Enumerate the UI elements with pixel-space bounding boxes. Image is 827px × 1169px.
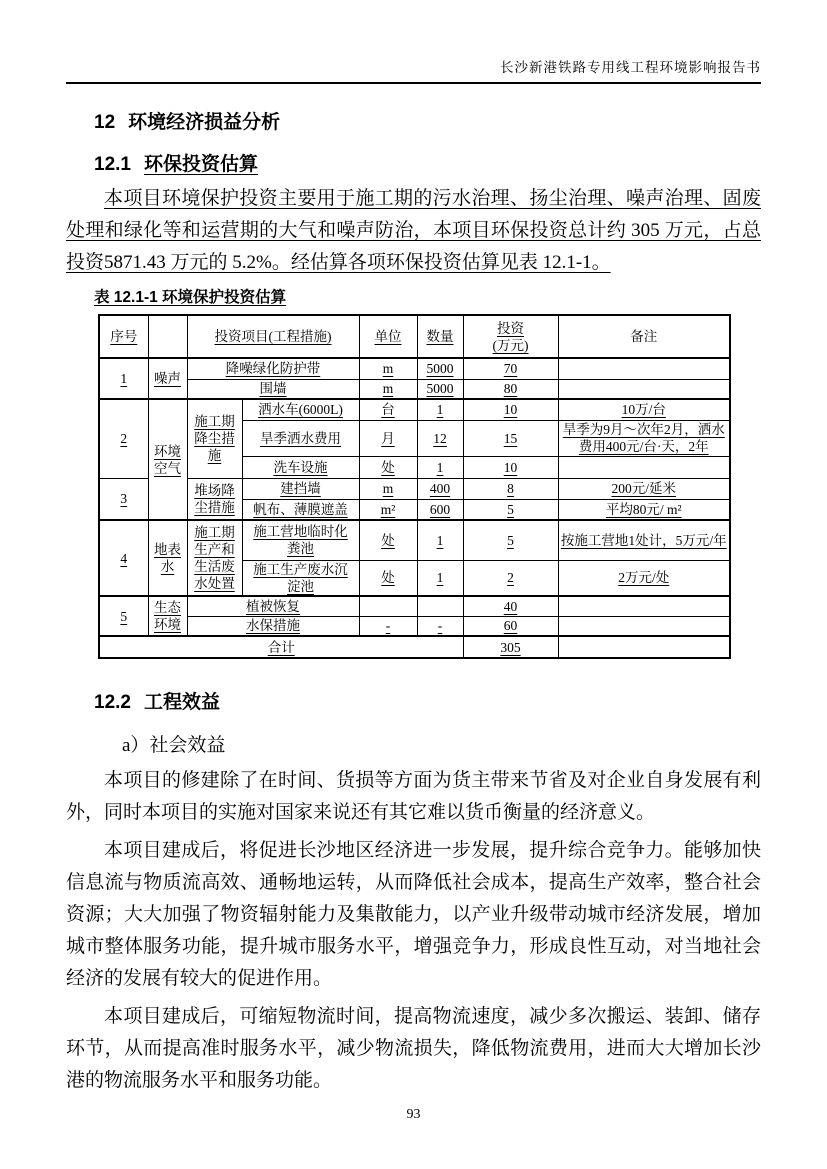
cell-subcategory: 堆场降尘措施 (187, 478, 242, 520)
table-row-3 (99, 399, 730, 420)
cell-item: 施工生产废水沉淀池 (242, 560, 359, 596)
col-header-qty: 数量 (417, 315, 463, 358)
paragraph-social-benefit-2: 本项目建成后，将促进长沙地区经济进一步发展，提升综合竞争力。能够加快信息流与物质流高效、通畅地运转，从而降低社会成本，提高生产效率，整合社会资源；大大加强了物资辐射能力及集散能力，以产业升级带动城市经济发展，增加城市整体服务功能，提升城市服务水平，增强竞争力，形成良性互动，对当地社会经济的发展有较大的促进作用。 (66, 840, 761, 989)
cell-no: 3 (99, 478, 148, 520)
section-12-number: 12 (94, 112, 116, 133)
doc-header (66, 56, 761, 84)
cell-investment: 15 (463, 420, 558, 456)
cell-unit: m (359, 379, 417, 399)
col-header-investment-line2: (万元) (492, 337, 529, 353)
cell-item: 洗车设施 (242, 456, 359, 478)
investment-table (98, 314, 731, 659)
cell-investment: 40 (463, 596, 558, 616)
table-title: 表 12.1-1 环境保护投资估算 (94, 289, 287, 306)
cell-total-investment: 305 (463, 636, 558, 658)
cell-category: 噪声 (148, 358, 187, 399)
cell-qty (417, 596, 463, 616)
cell-qty: 1 (417, 520, 463, 560)
cell-qty: 400 (417, 478, 463, 499)
cell-item: 降噪绿化防护带 (187, 358, 359, 379)
cell-remark (558, 596, 730, 616)
col-header-category (148, 315, 187, 358)
cell-unit: m² (359, 499, 417, 520)
cell-investment: 70 (463, 358, 558, 379)
cell-no: 5 (99, 596, 148, 636)
cell-remark: 10万/台 (558, 399, 730, 420)
doc-header-title: 长沙新港铁路专用线工程环境影响报告书 (500, 60, 761, 75)
cell-category: 环境空气 (148, 399, 187, 520)
page-number: 93 (406, 1107, 421, 1122)
cell-remark (558, 616, 730, 636)
table-row-11 (99, 616, 730, 636)
table-row-8 (99, 520, 730, 560)
col-header-unit: 单位 (359, 315, 417, 358)
cell-qty: 5000 (417, 379, 463, 399)
section-12-title: 环境经济损益分析 (128, 112, 281, 133)
cell-investment: 10 (463, 456, 558, 478)
section-12-1-title: 环保投资估算 (143, 154, 258, 175)
section-heading-12-1 (94, 149, 761, 176)
section-12-2-number: 12.2 (94, 692, 131, 713)
cell-qty: 1 (417, 456, 463, 478)
cell-remark (558, 379, 730, 399)
cell-remark (558, 358, 730, 379)
section-heading-12 (94, 107, 761, 134)
cell-item: 植被恢复 (187, 596, 359, 616)
cell-remark: 按施工营地1处计，5万元/年 (558, 520, 730, 560)
cell-remark (558, 456, 730, 478)
cell-unit: 台 (359, 399, 417, 420)
col-header-investment-line1: 投资 (497, 320, 524, 336)
table-row-2 (99, 379, 730, 399)
cell-item: 洒水车(6000L) (242, 399, 359, 420)
cell-remark: 200元/延米 (558, 478, 730, 499)
section-12-2-title: 工程效益 (143, 692, 220, 713)
cell-unit: m (359, 478, 417, 499)
cell-qty: 12 (417, 420, 463, 456)
cell-category: 地表水 (148, 520, 187, 596)
cell-investment: 5 (463, 520, 558, 560)
paragraph-social-benefit-1: 本项目的修建除了在时间、货损等方面为货主带来节省及对企业自身发展有利外，同时本项目的实施对国家来说还有其它难以货币衡量的经济意义。 (66, 770, 761, 823)
cell-unit (359, 596, 417, 616)
cell-total-remark (558, 636, 730, 658)
cell-subcategory: 施工期降尘措施 (187, 399, 242, 478)
cell-unit: 处 (359, 560, 417, 596)
cell-remark: 旱季为9月～次年2月，洒水费用400元/台·天，2年 (558, 420, 730, 456)
table-row-10 (99, 596, 730, 616)
cell-item: 帆布、薄膜遮盖 (242, 499, 359, 520)
table-row-1 (99, 358, 730, 379)
cell-investment: 60 (463, 616, 558, 636)
cell-no: 4 (99, 520, 148, 596)
col-header-remark: 备注 (558, 315, 730, 358)
cell-item: 施工营地临时化粪池 (242, 520, 359, 560)
section-heading-12-2 (94, 687, 761, 714)
cell-total-label: 合计 (99, 636, 463, 658)
cell-qty: - (417, 616, 463, 636)
cell-item: 围墙 (187, 379, 359, 399)
cell-qty: 1 (417, 399, 463, 420)
cell-unit: 处 (359, 456, 417, 478)
cell-unit: - (359, 616, 417, 636)
cell-unit: m (359, 358, 417, 379)
col-header-no: 序号 (99, 315, 148, 358)
cell-unit: 处 (359, 520, 417, 560)
cell-item: 水保措施 (187, 616, 359, 636)
subsection-a-heading: a）社会效益 (122, 735, 226, 756)
table-header-row (99, 315, 730, 358)
cell-investment: 8 (463, 478, 558, 499)
col-header-investment (463, 315, 558, 358)
col-header-project: 投资项目(工程措施) (187, 315, 359, 358)
cell-subcategory: 施工期生产和生活废水处置 (187, 520, 242, 596)
cell-remark: 2万元/处 (558, 560, 730, 596)
cell-investment: 80 (463, 379, 558, 399)
cell-no: 1 (99, 358, 148, 399)
paragraph-social-benefit-3: 本项目建成后，可缩短物流时间，提高物流速度，减少多次搬运、装卸、储存环节，从而提高准时服务水平，减少物流损失，降低物流费用，进而大大增加长沙港的物流服务水平和服务功能。 (66, 1006, 761, 1091)
paragraph-investment-summary: 本项目环境保护投资主要用于施工期的污水治理、扬尘治理、噪声治理、固废处理和绿化等和运营期的大气和噪声防治，本项目环保投资总计约 305 万元，占总投资5871.43 万元的 5.2%。经估算各项环保投资估算见表 12.1-1。 (66, 188, 761, 273)
cell-investment: 2 (463, 560, 558, 596)
cell-unit: 月 (359, 420, 417, 456)
cell-category: 生态环境 (148, 596, 187, 636)
table-row-total (99, 636, 730, 658)
section-12-1-number: 12.1 (94, 154, 131, 175)
cell-qty: 600 (417, 499, 463, 520)
cell-remark: 平均80元/ m² (558, 499, 730, 520)
table-row-6 (99, 478, 730, 499)
cell-item: 旱季洒水费用 (242, 420, 359, 456)
cell-qty: 1 (417, 560, 463, 596)
cell-investment: 5 (463, 499, 558, 520)
cell-item: 建挡墙 (242, 478, 359, 499)
cell-no: 2 (99, 399, 148, 478)
cell-qty: 5000 (417, 358, 463, 379)
cell-investment: 10 (463, 399, 558, 420)
